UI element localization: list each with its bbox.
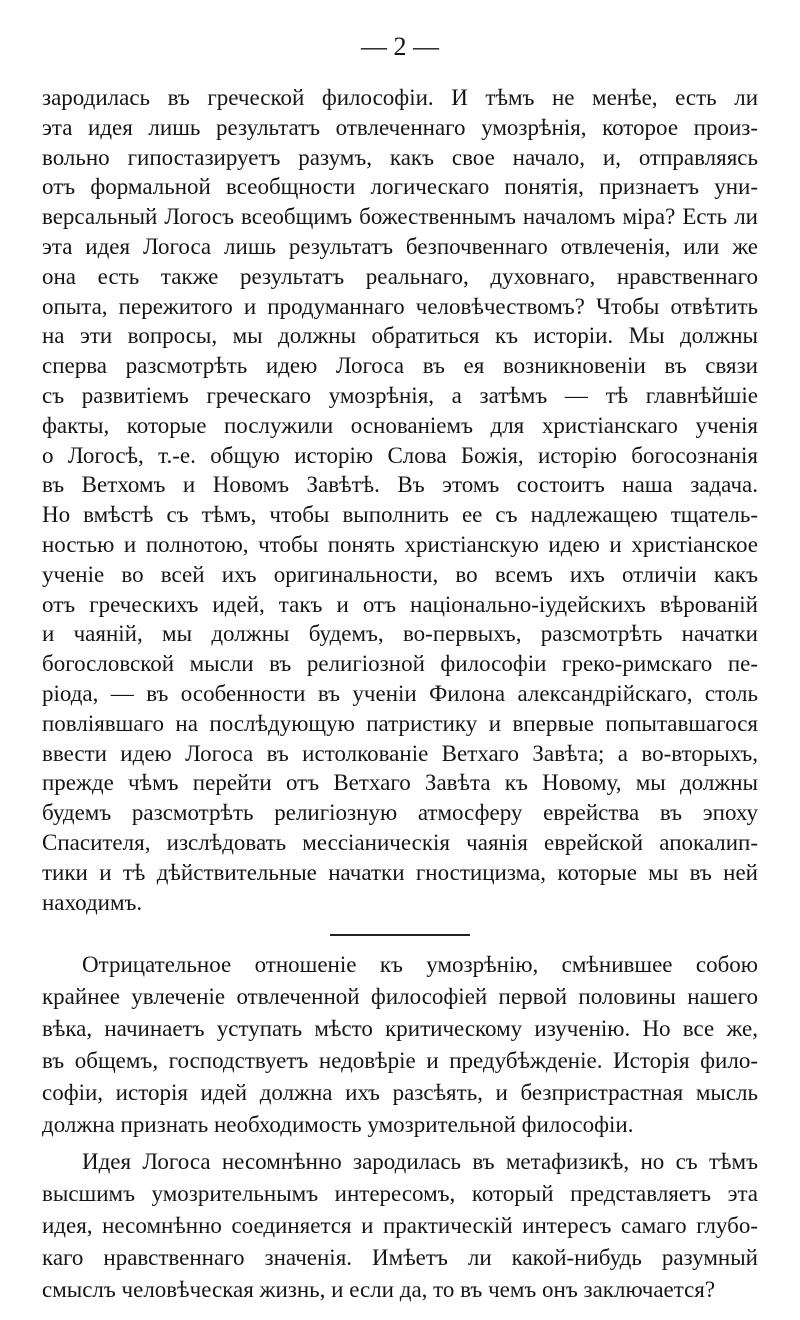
text-line: смыслъ человѣческая жизнь, и если да, то въ чемъ онъ заключается? [42, 1277, 716, 1302]
paragraph [42, 1146, 758, 1306]
section-divider [330, 934, 470, 936]
text-line: ввести идею Логоса въ истолкованіе Ветхаго Завѣта; а во-вторыхъ, [42, 740, 758, 766]
text-line: о Логосѣ, т.-е. общую исторію Слова Божія, исторію богосознанія [42, 442, 758, 468]
text-line: идея, несомнѣнно соединяется и практическій интересъ самаго глубо- [42, 1213, 758, 1238]
text-line: ученіе во всей ихъ оригинальности, во всемъ ихъ отличіи какъ [42, 561, 758, 587]
text-line: Идея Логоса несомнѣнно зародилась въ метафизикѣ, но съ тѣмъ [82, 1149, 758, 1174]
page-number: — 2 — [361, 32, 439, 61]
text-line: сперва разсмотрѣть идею Логоса въ ея возникновеніи въ связи [42, 353, 758, 379]
text-line: съ развитіемъ греческаго умозрѣнія, а затѣмъ — тѣ главнѣйшіе [42, 382, 758, 408]
text-line: въ общемъ, господствуетъ недовѣріе и предубѣжденіе. Исторія фило- [42, 1048, 758, 1073]
text-line: зародилась въ греческой философіи. И тѣмъ не менѣе, есть ли [42, 85, 758, 110]
text-line: она есть также результатъ реальнаго, духовнаго, нравственнаго [42, 263, 758, 289]
text-line: вѣка, начинаетъ уступать мѣсто критическому изученію. Но все же, [42, 1016, 758, 1041]
text-line: каго нравственнаго значенія. Имѣетъ ли какой-нибудь разумный [42, 1245, 758, 1270]
text-section-1 [42, 83, 758, 917]
text-line: богословской мысли въ религіозной философіи греко-римскаго пе- [42, 651, 758, 677]
text-line: будемъ разсмотрѣть религіозную атмосферу еврейства въ эпоху [42, 800, 758, 826]
text-line: крайнее увлеченіе отвлеченной философіей первой половины нашего [42, 984, 758, 1009]
text-line: вольно гипостазируетъ разумъ, какъ свое начало, и, отправляясь [42, 144, 758, 170]
text-line: опыта, пережитого и продуманнаго человѣчествомъ? Чтобы отвѣтить [42, 293, 758, 319]
text-line: повліявшаго на послѣдующую патристику и впервые попытавшагося [42, 710, 758, 736]
text-line: на эти вопросы, мы должны обратиться къ исторіи. Мы должны [42, 323, 758, 349]
text-line: софіи, исторія идей должна ихъ разсѣять, и безпристрастная мысль [42, 1080, 758, 1105]
text-line: Но вмѣстѣ съ тѣмъ, чтобы выполнить ее съ надлежащею тщатель- [42, 502, 758, 528]
text-line: прежде чѣмъ перейти отъ Ветхаго Завѣта къ Новому, мы должны [42, 770, 758, 796]
text-line: ностью и полнотою, чтобы понять христіанскую идею и христіанское [42, 531, 758, 557]
text-line: эта идея Логоса лишь результатъ безпочвеннаго отвлеченія, или же [42, 233, 758, 259]
text-line: версальный Логосъ всеобщимъ божественнымъ началомъ міра? Есть ли [42, 204, 758, 230]
text-line: должна признать необходимость умозрительной философіи. [42, 1112, 634, 1137]
text-section-2 [42, 949, 758, 1306]
text-line: Спасителя, изслѣдовать мессіаническія чаянія еврейской апокалип- [42, 829, 758, 855]
text-line: находимъ. [42, 889, 143, 915]
text-line: ріода, — въ особенности въ ученіи Филона александрійскаго, столь [42, 680, 758, 706]
text-line: Отрицательное отношеніе къ умозрѣнію, смѣнившее собою [82, 952, 758, 977]
text-line: и чаяній, мы должны будемъ, во-первыхъ, разсмотрѣть начатки [42, 621, 758, 647]
text-line: высшимъ умозрительнымъ интересомъ, который представляетъ эта [42, 1181, 758, 1206]
text-line: въ Ветхомъ и Новомъ Завѣтѣ. Въ этомъ состоитъ наша задача. [42, 472, 758, 498]
text-line: факты, которые послужили основаніемъ для христіанскаго ученія [42, 412, 758, 438]
text-line: тики и тѣ дѣйствительные начатки гностицизма, которые мы въ ней [42, 859, 758, 885]
text-line: эта идея лишь результатъ отвлеченнаго умозрѣнія, которое произ- [42, 114, 758, 140]
paragraph [42, 949, 758, 1141]
text-line: отъ формальной всеобщности логическаго понятія, признаетъ уни- [42, 174, 758, 200]
text-line: отъ греческихъ идей, такъ и отъ національно-іудейскихъ вѣрованій [42, 591, 758, 617]
